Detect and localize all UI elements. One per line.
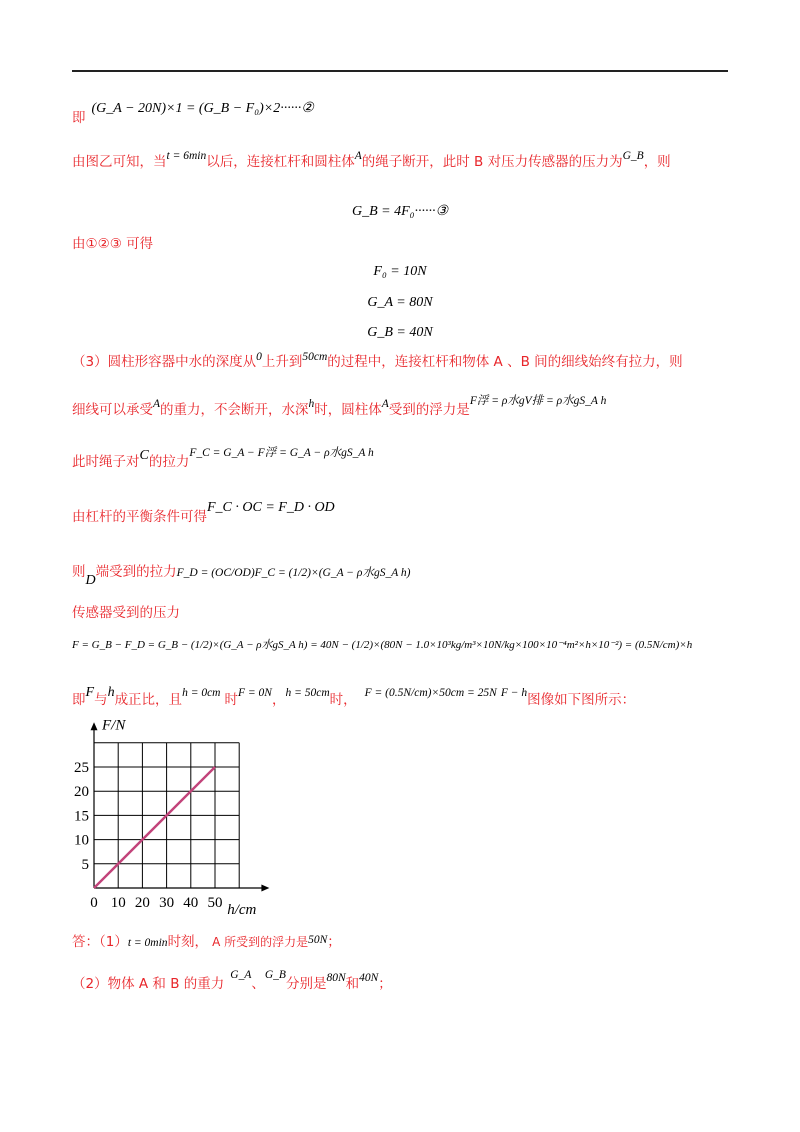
math: 80N [326, 972, 346, 984]
y-tick-label: 25 [74, 760, 89, 776]
x-axis-arrow [261, 885, 269, 892]
eq-line-2 [72, 96, 314, 126]
text: 即 [72, 692, 86, 708]
equation: (G_A − 20N)×1 = (G_B − F₀)×2······② [91, 101, 314, 116]
y-axis-arrow [91, 722, 98, 730]
text: 以后，连接杠杆和圆柱体 [206, 154, 355, 170]
text: ； [327, 934, 341, 950]
paragraph-line [72, 685, 636, 709]
y-tick-label: 10 [74, 832, 89, 849]
result-f0 [0, 260, 800, 280]
math: 0 [256, 351, 262, 363]
y-axis-label: F/N [102, 720, 126, 734]
result-ga [0, 291, 800, 311]
text: ，则 [643, 154, 671, 170]
x-tick-label: 50 [207, 895, 223, 911]
math: 40N [359, 972, 379, 984]
math: F_D = (OC/OD)F_C = (1/2)×(G_A − ρ水gS_A h) [176, 567, 411, 579]
text: 分别是 [285, 976, 327, 992]
paragraph-line [72, 350, 683, 370]
equation: G_B = 40N [367, 325, 433, 340]
x-tick-label: 10 [110, 895, 126, 911]
text: 由①②③ 可得 [72, 236, 154, 252]
text: 的过程中，连接杠杆和物体 A 、B 间的细线始终有拉力，则 [327, 354, 683, 370]
text: 成正比，且 [114, 692, 183, 708]
math: t = 6min [166, 150, 207, 162]
text: 的绳子断开，此时 B 对压力传感器的压力为 [361, 154, 623, 170]
paragraph-line [72, 395, 607, 418]
math: A [153, 398, 161, 410]
text: 端受到的拉力 [95, 564, 177, 580]
text: ， [271, 692, 286, 708]
math: h = 0cm [182, 687, 221, 699]
paragraph-line [72, 601, 180, 621]
math: A [381, 398, 389, 410]
text: 的重力，不会断开，水深 [160, 402, 309, 418]
series-line [94, 767, 215, 888]
math: F − h [500, 687, 528, 699]
header-rule [72, 70, 728, 72]
math: G_A [230, 969, 252, 981]
x-axis-label: h/cm [227, 902, 257, 918]
equation: F₀ = 10N [373, 264, 427, 279]
text: 时， [329, 692, 357, 708]
math: h [308, 398, 315, 410]
math: D [85, 573, 96, 588]
paragraph-line [72, 232, 153, 252]
math: F = 0N [237, 687, 272, 699]
paragraph-line [72, 447, 374, 471]
equation: F = G_B − F_D = G_B − (1/2)×(G_A − ρ水gS_A h) = 40N − (1/2)×(80N − 1.0×10³kg/m³×10N/kg×100×10⁻⁴m²×h×10⁻²) = (0.5N/cm)×h [72, 639, 693, 651]
text: 和 [345, 976, 360, 992]
y-tick-label: 20 [74, 784, 89, 801]
eq-long [72, 633, 692, 652]
text: 时 [224, 692, 238, 708]
paragraph-line [72, 500, 335, 526]
math: G_B [264, 969, 286, 981]
text: ； [378, 976, 392, 992]
math: F = (0.5N/cm)×50cm = 25N [364, 687, 497, 699]
eq-line-3 [0, 200, 800, 220]
answer-2 [72, 969, 392, 992]
text: 时，圆柱体 [314, 402, 382, 418]
x-tick-label: 0 [90, 895, 98, 911]
equation: G_A = 80N [367, 295, 433, 310]
text: A 所受到的浮力是 [212, 935, 309, 949]
paragraph-line [72, 560, 411, 588]
math: h = 50cm [285, 687, 330, 699]
text: 受到的浮力是 [388, 402, 470, 418]
math: 50cm [302, 351, 328, 363]
text: 传感器受到的压力 [72, 605, 180, 621]
math: 50N [308, 934, 328, 946]
x-tick-label: 40 [183, 895, 199, 911]
text: 细线可以承受 [72, 402, 153, 418]
math: F_C · OC = F_D · OD [207, 500, 335, 515]
text: 的拉力 [148, 454, 190, 470]
equation: G_B = 4F₀······③ [351, 204, 449, 219]
text: （3）圆柱形容器中水的深度从 [72, 354, 257, 370]
y-tick-label: 5 [81, 856, 89, 873]
text: 与 [94, 692, 108, 708]
text: 此时绳子对 [72, 454, 140, 470]
text: 上升到 [261, 354, 303, 370]
f-h-graph [70, 720, 290, 920]
text: 即 [72, 110, 86, 126]
answer-1 [72, 930, 341, 950]
math: G_B [622, 150, 644, 162]
text: 由图乙可知，当 [72, 154, 167, 170]
text: 图像如下图所示： [527, 692, 636, 708]
math: F_C = G_A − F浮 = G_A − ρ水gS_A h [189, 447, 374, 459]
text: 、 [251, 976, 265, 992]
x-tick-label: 20 [134, 895, 150, 911]
y-tick-label: 15 [74, 808, 89, 825]
math: F [85, 685, 95, 700]
text: 答：（1） [72, 934, 128, 950]
text: 由杠杆的平衡条件可得 [72, 509, 207, 525]
text: （2）物体 A 和 B 的重力 [72, 976, 225, 992]
result-gb [0, 321, 800, 341]
math: h [107, 685, 115, 700]
x-tick-label: 30 [159, 895, 175, 911]
math: A [354, 150, 362, 162]
math: F浮 = ρ水gV排 = ρ水gS_A h [469, 395, 607, 407]
math: t = 0min [127, 937, 168, 949]
text: 则 [72, 564, 86, 580]
paragraph-line [72, 150, 671, 170]
text: 时刻， [167, 934, 209, 950]
math: C [139, 448, 149, 463]
